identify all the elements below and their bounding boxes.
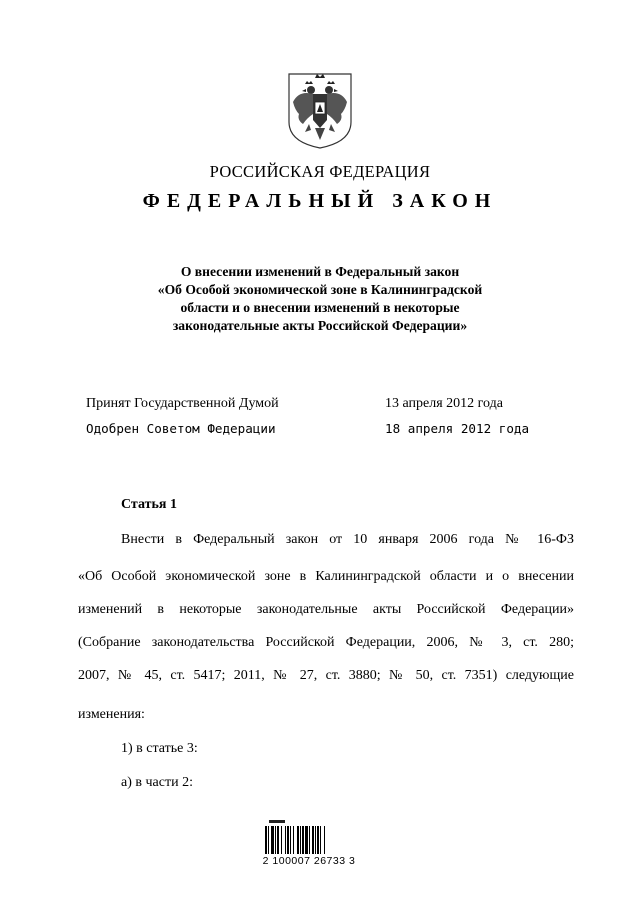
article-text-line: изменений в некоторые законодательные акты Российской Федерации» [78, 602, 574, 617]
article-heading: Статья 1 [121, 497, 177, 512]
barcode-number: 2 100007 26733 3 [262, 855, 356, 867]
title-line: области и о внесении изменений в некоторые [180, 300, 460, 315]
law-title [0, 263, 640, 335]
council-approval-label: Одобрен Советом Федерации [86, 421, 276, 436]
duma-adoption-label: Принят Государственной Думой [86, 396, 279, 411]
article-item-a: а) в части 2: [121, 775, 193, 790]
article-item-1: 1) в статье 3: [121, 741, 198, 756]
duma-adoption-date: 13 апреля 2012 года [385, 396, 503, 411]
article-text-line: 2007, № 45, ст. 5417; 2011, № 27, ст. 3880; № 50, ст. 7351) следующие [78, 668, 574, 683]
article-text-line: Внести в Федеральный закон от 10 января 2006 года № 16-ФЗ [121, 532, 574, 547]
document-type: ФЕДЕРАЛЬНЫЙ ЗАКОН [142, 190, 498, 212]
article-text-line: (Собрание законодательства Российской Федерации, 2006, № 3, ст. 280; [78, 635, 574, 650]
title-line: законодательные акты Российской Федерации» [172, 318, 468, 333]
title-line: О внесении изменений в Федеральный закон [180, 264, 460, 279]
russian-coat-of-arms-icon [287, 72, 353, 150]
council-approval-date: 18 апреля 2012 года [385, 421, 530, 436]
country-heading: РОССИЙСКАЯ ФЕДЕРАЦИЯ [209, 162, 431, 181]
article-text-line: изменения: [78, 707, 145, 722]
article-text-line: «Об Особой экономической зоне в Калининградской области и о внесении [78, 569, 574, 584]
title-line: «Об Особой экономической зоне в Калининградской [157, 282, 483, 297]
